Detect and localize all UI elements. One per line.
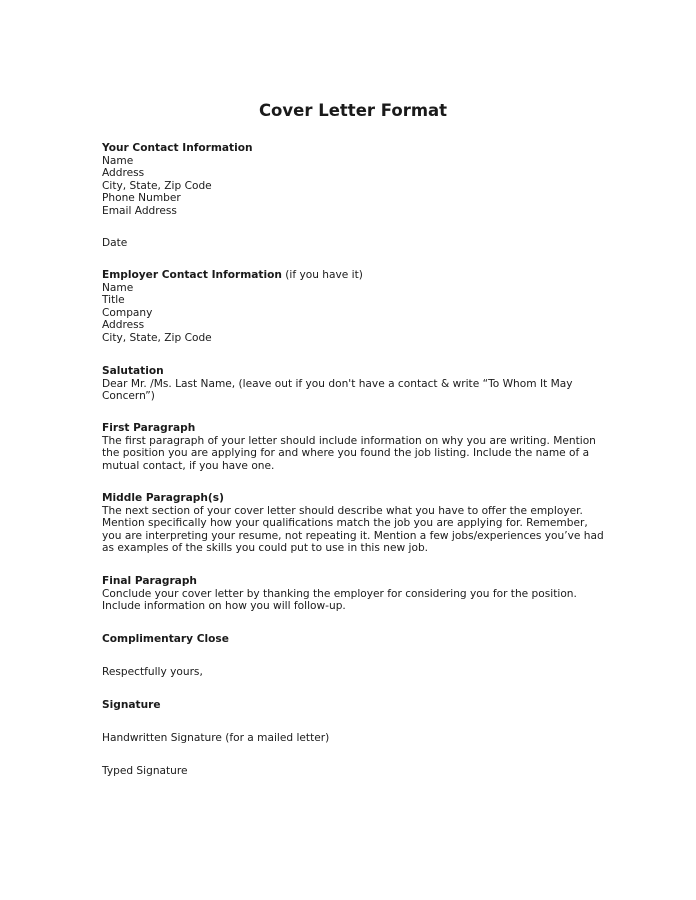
employer-line: Address [102, 319, 145, 332]
complimentary-close-text: Respectfully yours, [102, 666, 203, 678]
document-title: Cover Letter Format [258, 101, 448, 120]
employer-line: Title [102, 294, 125, 307]
final-paragraph-section [102, 575, 602, 613]
contact-line: Address [102, 167, 145, 180]
employer-line: Name [102, 281, 134, 294]
employer-line: City, State, Zip Code [102, 331, 212, 344]
contact-line: Email Address [102, 204, 177, 217]
final-paragraph-line: Include information on how you will follow-up. [102, 600, 346, 613]
final-paragraph-heading: Final Paragraph [102, 575, 197, 587]
signature-heading-block [102, 699, 602, 712]
employer-note: (if you have it) [281, 269, 363, 281]
signature-heading: Signature [102, 699, 161, 711]
contact-line: Phone Number [102, 192, 181, 205]
contact-line: City, State, Zip Code [102, 179, 212, 192]
employer-section [102, 269, 602, 345]
date-line: Date [102, 237, 128, 249]
salutation-heading: Salutation [102, 365, 164, 377]
employer-heading-row [102, 269, 602, 282]
contact-line: Name [102, 154, 134, 167]
contact-section [102, 142, 602, 218]
salutation-line: Concern”) [102, 390, 155, 403]
first-paragraph-line: the position you are applying for and where you found the job listing. Include the name of a [102, 447, 590, 460]
final-paragraph-line: Conclude your cover letter by thanking the employer for considering you for the position. [102, 587, 577, 600]
first-paragraph-line: mutual contact, if you have one. [102, 459, 275, 472]
contact-heading: Your Contact Information [102, 142, 253, 154]
middle-paragraph-heading: Middle Paragraph(s) [102, 492, 224, 504]
salutation-line: Dear Mr. /Ms. Last Name, (leave out if you don't have a contact & write “To Whom It May [102, 377, 573, 390]
employer-line: Company [102, 306, 153, 319]
salutation-section [102, 365, 602, 403]
typed-signature-line: Typed Signature [102, 765, 188, 777]
date-section [102, 237, 602, 250]
handwritten-signature-block [102, 732, 602, 745]
first-paragraph-line: The first paragraph of your letter should include information on why you are writing. Mention [102, 434, 596, 447]
typed-signature-block [102, 765, 602, 778]
employer-heading: Employer Contact Information [102, 269, 282, 281]
complimentary-close-text-block [102, 666, 602, 679]
first-paragraph-section [102, 422, 602, 472]
middle-paragraph-line: Mention specifically how your qualifications match the job you are applying for. Remember, [102, 517, 588, 530]
first-paragraph-heading: First Paragraph [102, 422, 196, 434]
middle-paragraph-section [102, 492, 602, 555]
handwritten-signature-line: Handwritten Signature (for a mailed letter) [102, 732, 330, 744]
middle-paragraph-line: you are interpreting your resume, not repeating it. Mention a few jobs/experiences you’ve had [102, 529, 604, 542]
complimentary-close-heading: Complimentary Close [102, 633, 229, 645]
complimentary-close-heading-block [102, 633, 602, 646]
middle-paragraph-line: The next section of your cover letter should describe what you have to offer the employer. [102, 504, 583, 517]
middle-paragraph-line: as examples of the skills you could put to use in this new job. [102, 542, 429, 555]
